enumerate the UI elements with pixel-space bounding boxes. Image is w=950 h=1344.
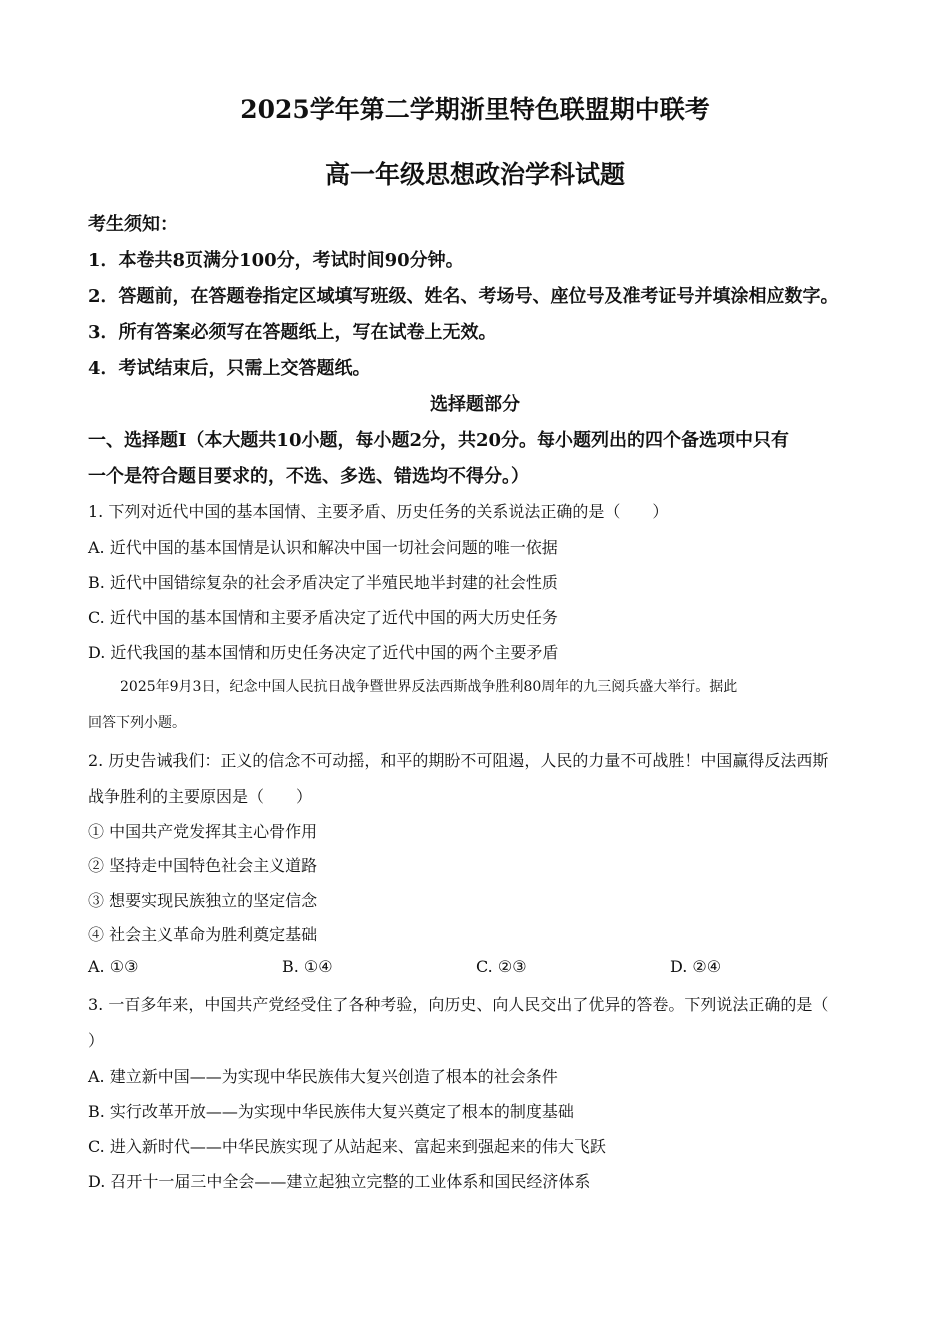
material-line-1: 2025年9月3日，纪念中国人民抗日战争暨世界反法西斯战争胜利80周年的九三阅兵盛大举行。据此	[120, 679, 738, 695]
question-2-statement-1: ① 中国共产党发挥其主心骨作用	[88, 822, 318, 841]
question-1-option-b: B. 近代中国错综复杂的社会矛盾决定了半殖民地半封建的社会性质	[88, 573, 558, 592]
notice-item-4: 4．考试结束后，只需上交答题纸。	[88, 358, 371, 379]
material-line-2: 回答下列小题。	[88, 715, 186, 731]
question-3-stem-line2: ）	[88, 1031, 105, 1050]
question-3-stem-line1: 3. 一百多年来，中国共产党经受住了各种考验，向历史、向人民交出了优异的答卷。下列说法正确的是（	[88, 995, 829, 1014]
question-2-choice-d: D. ②④	[670, 957, 722, 976]
question-3-option-b: B. 实行改革开放——为实现中华民族伟大复兴奠定了根本的制度基础	[88, 1102, 574, 1121]
notice-item-3: 3．所有答案必须写在答题纸上，写在试卷上无效。	[88, 322, 497, 343]
section-instructions-line1: 一、选择题Ⅰ（本大题共10小题，每小题2分，共20分。每小题列出的四个备选项中只有	[88, 430, 790, 451]
section-title: 选择题部分	[430, 394, 520, 415]
question-2-choice-a: A. ①③	[88, 957, 139, 976]
notice-item-2: 2．答题前，在答题卷指定区域填写班级、姓名、考场号、座位号及准考证号并填涂相应数字。	[88, 286, 839, 307]
notice-item-1: 1．本卷共8页满分100分，考试时间90分钟。	[88, 250, 464, 271]
question-2-stem-line2: 战争胜利的主要原因是（ ）	[88, 787, 313, 806]
notice-heading: 考生须知：	[88, 214, 178, 235]
question-2-statement-4: ④ 社会主义革命为胜利奠定基础	[88, 925, 318, 944]
question-2-statement-2: ② 坚持走中国特色社会主义道路	[88, 856, 318, 875]
question-1-option-d: D. 近代我国的基本国情和历史任务决定了近代中国的两个主要矛盾	[88, 643, 559, 662]
question-3-option-a: A. 建立新中国——为实现中华民族伟大复兴创造了根本的社会条件	[88, 1067, 558, 1086]
question-3-option-c: C. 进入新时代——中华民族实现了从站起来、富起来到强起来的伟大飞跃	[88, 1137, 606, 1156]
exam-subtitle: 高一年级思想政治学科试题	[324, 160, 625, 189]
question-2-stem-line1: 2. 历史告诫我们：正义的信念不可动摇，和平的期盼不可阻遏，人民的力量不可战胜！中国赢得反法西斯	[88, 751, 829, 770]
question-1-stem: 1. 下列对近代中国的基本国情、主要矛盾、历史任务的关系说法正确的是（ ）	[88, 502, 669, 521]
question-2-statement-3: ③ 想要实现民族独立的坚定信念	[88, 891, 318, 910]
question-3-option-d: D. 召开十一届三中全会——建立起独立完整的工业体系和国民经济体系	[88, 1172, 591, 1191]
question-1-option-c: C. 近代中国的基本国情和主要矛盾决定了近代中国的两大历史任务	[88, 608, 558, 627]
section-instructions-line2: 一个是符合题目要求的，不选、多选、错选均不得分。）	[88, 466, 529, 487]
question-2-choice-b: B. ①④	[282, 957, 333, 976]
exam-title: 2025学年第二学期浙里特色联盟期中联考	[240, 95, 710, 124]
question-1-option-a: A. 近代中国的基本国情是认识和解决中国一切社会问题的唯一依据	[88, 538, 558, 557]
question-2-choice-c: C. ②③	[476, 957, 527, 976]
